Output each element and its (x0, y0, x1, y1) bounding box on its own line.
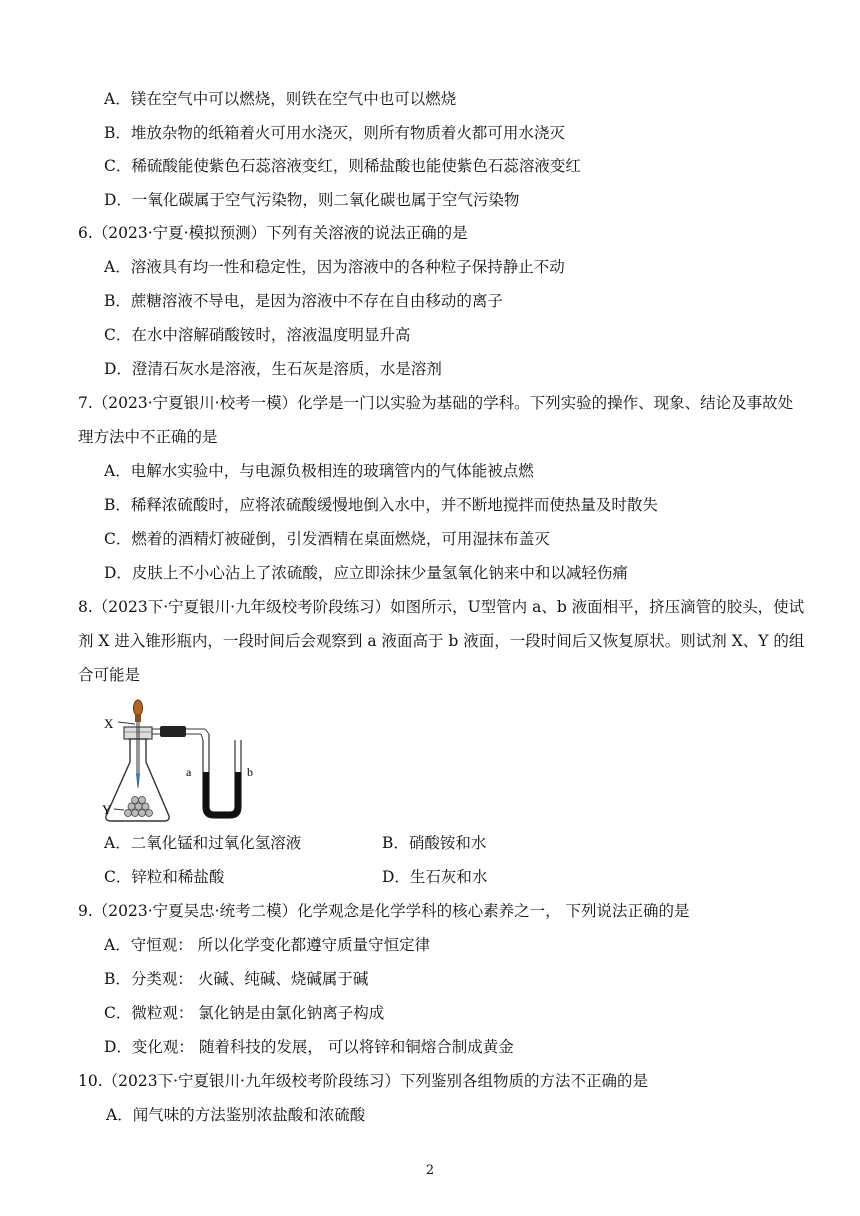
q6-stem: 6.（2023·宁夏·模拟预测）下列有关溶液的说法正确的是 (78, 224, 468, 242)
q9-option-d: D．变化观： 随着科技的发展， 可以将锌和铜熔合制成黄金 (104, 1038, 514, 1056)
rubber-tube (160, 726, 186, 737)
q5-option-d: D．一氧化碳属于空气污染物，则二氧化碳也属于空气污染物 (104, 191, 520, 209)
q8-option-b: B．硝酸铵和水 (382, 834, 487, 852)
q8-stem-line2: 剂 X 进入锥形瓶内，一段时间后会观察到 a 液面高于 b 液面，一段时间后又恢复原状。则试剂 X、Y 的组 (78, 632, 805, 650)
label-b: b (247, 765, 253, 779)
stopper (124, 727, 152, 739)
q8-stem-line3: 合可能是 (78, 666, 141, 684)
q7-option-c: C．燃着的酒精灯被碰倒，引发酒精在桌面燃烧，可用湿抹布盖灭 (104, 530, 550, 548)
q9-stem: 9.（2023·宁夏吴忠·统考二模）化学观念是化学学科的核心素养之一， 下列说法正确的是 (78, 902, 690, 920)
q8-option-d: D．生石灰和水 (382, 868, 488, 886)
label-a: a (186, 765, 192, 779)
q6-option-c: C．在水中溶解硝酸铵时，溶液温度明显升高 (104, 326, 411, 344)
q8-option-a: A．二氧化锰和过氧化氢溶液 (104, 834, 302, 852)
q7-stem-line2: 理方法中不正确的是 (78, 428, 218, 446)
u-tube-inner (209, 734, 235, 812)
q9-option-a: A．守恒观： 所以化学变化都遵守质量守恒定律 (104, 936, 431, 954)
q8-stem-line1: 8.（2023下·宁夏银川·九年级校考阶段练习）如图所示，U型管内 a、b 液面相平，挤压滴管的胶头，使试 (78, 598, 805, 616)
page-number: 2 (425, 1163, 435, 1178)
q7-option-a: A．电解水实验中，与电源负极相连的玻璃管内的气体能被点燃 (104, 462, 534, 480)
q6-option-a: A．溶液具有均一性和稳定性，因为溶液中的各种粒子保持静止不动 (104, 258, 565, 276)
dropper-tip (137, 774, 140, 788)
q6-option-d: D．澄清石灰水是溶液，生石灰是溶质，水是溶剂 (104, 360, 442, 378)
apparatus-figure (100, 692, 275, 824)
dropper-collar (135, 714, 141, 722)
q5-option-c: C．稀硫酸能使紫色石蕊溶液变红，则稀盐酸也能使紫色石蕊溶液变红 (104, 157, 581, 175)
q6-option-b: B．蔗糖溶液不导电，是因为溶液中不存在自由移动的离子 (104, 292, 503, 310)
u-tube-liquid (203, 772, 241, 818)
q5-option-b: B．堆放杂物的纸箱着火可用水浇灭，则所有物质着火都可用水浇灭 (104, 124, 565, 142)
dropper-bulb (134, 700, 143, 716)
q10-option-a: A．闻气味的方法鉴别浓盐酸和浓硫酸 (106, 1106, 366, 1124)
q8-option-c: C．锌粒和稀盐酸 (104, 868, 225, 886)
q7-stem-line1: 7.（2023·宁夏银川·校考一模）化学是一门以实验为基础的学科。下列实验的操作、现象、结论及事故处 (78, 394, 794, 412)
label-x: X (104, 716, 114, 731)
q10-stem: 10.（2023下·宁夏银川·九年级校考阶段练习）下列鉴别各组物质的方法不正确的是 (78, 1072, 648, 1090)
q7-option-d: D．皮肤上不小心沾上了浓硫酸，应立即涂抹少量氢氧化钠来中和以减轻伤痛 (104, 564, 628, 582)
q9-option-b: B．分类观： 火碱、纯碱、烧碱属于碱 (104, 970, 369, 988)
q9-option-c: C．微粒观： 氯化钠是由氯化钠离子构成 (104, 1004, 385, 1022)
label-y: Y (102, 802, 112, 817)
solid-granules (125, 797, 153, 817)
q7-option-b: B．稀释浓硫酸时，应将浓硫酸缓慢地倒入水中，并不断地搅拌而使热量及时散失 (104, 496, 658, 514)
q5-option-a: A．镁在空气中可以燃烧，则铁在空气中也可以燃烧 (104, 90, 457, 108)
